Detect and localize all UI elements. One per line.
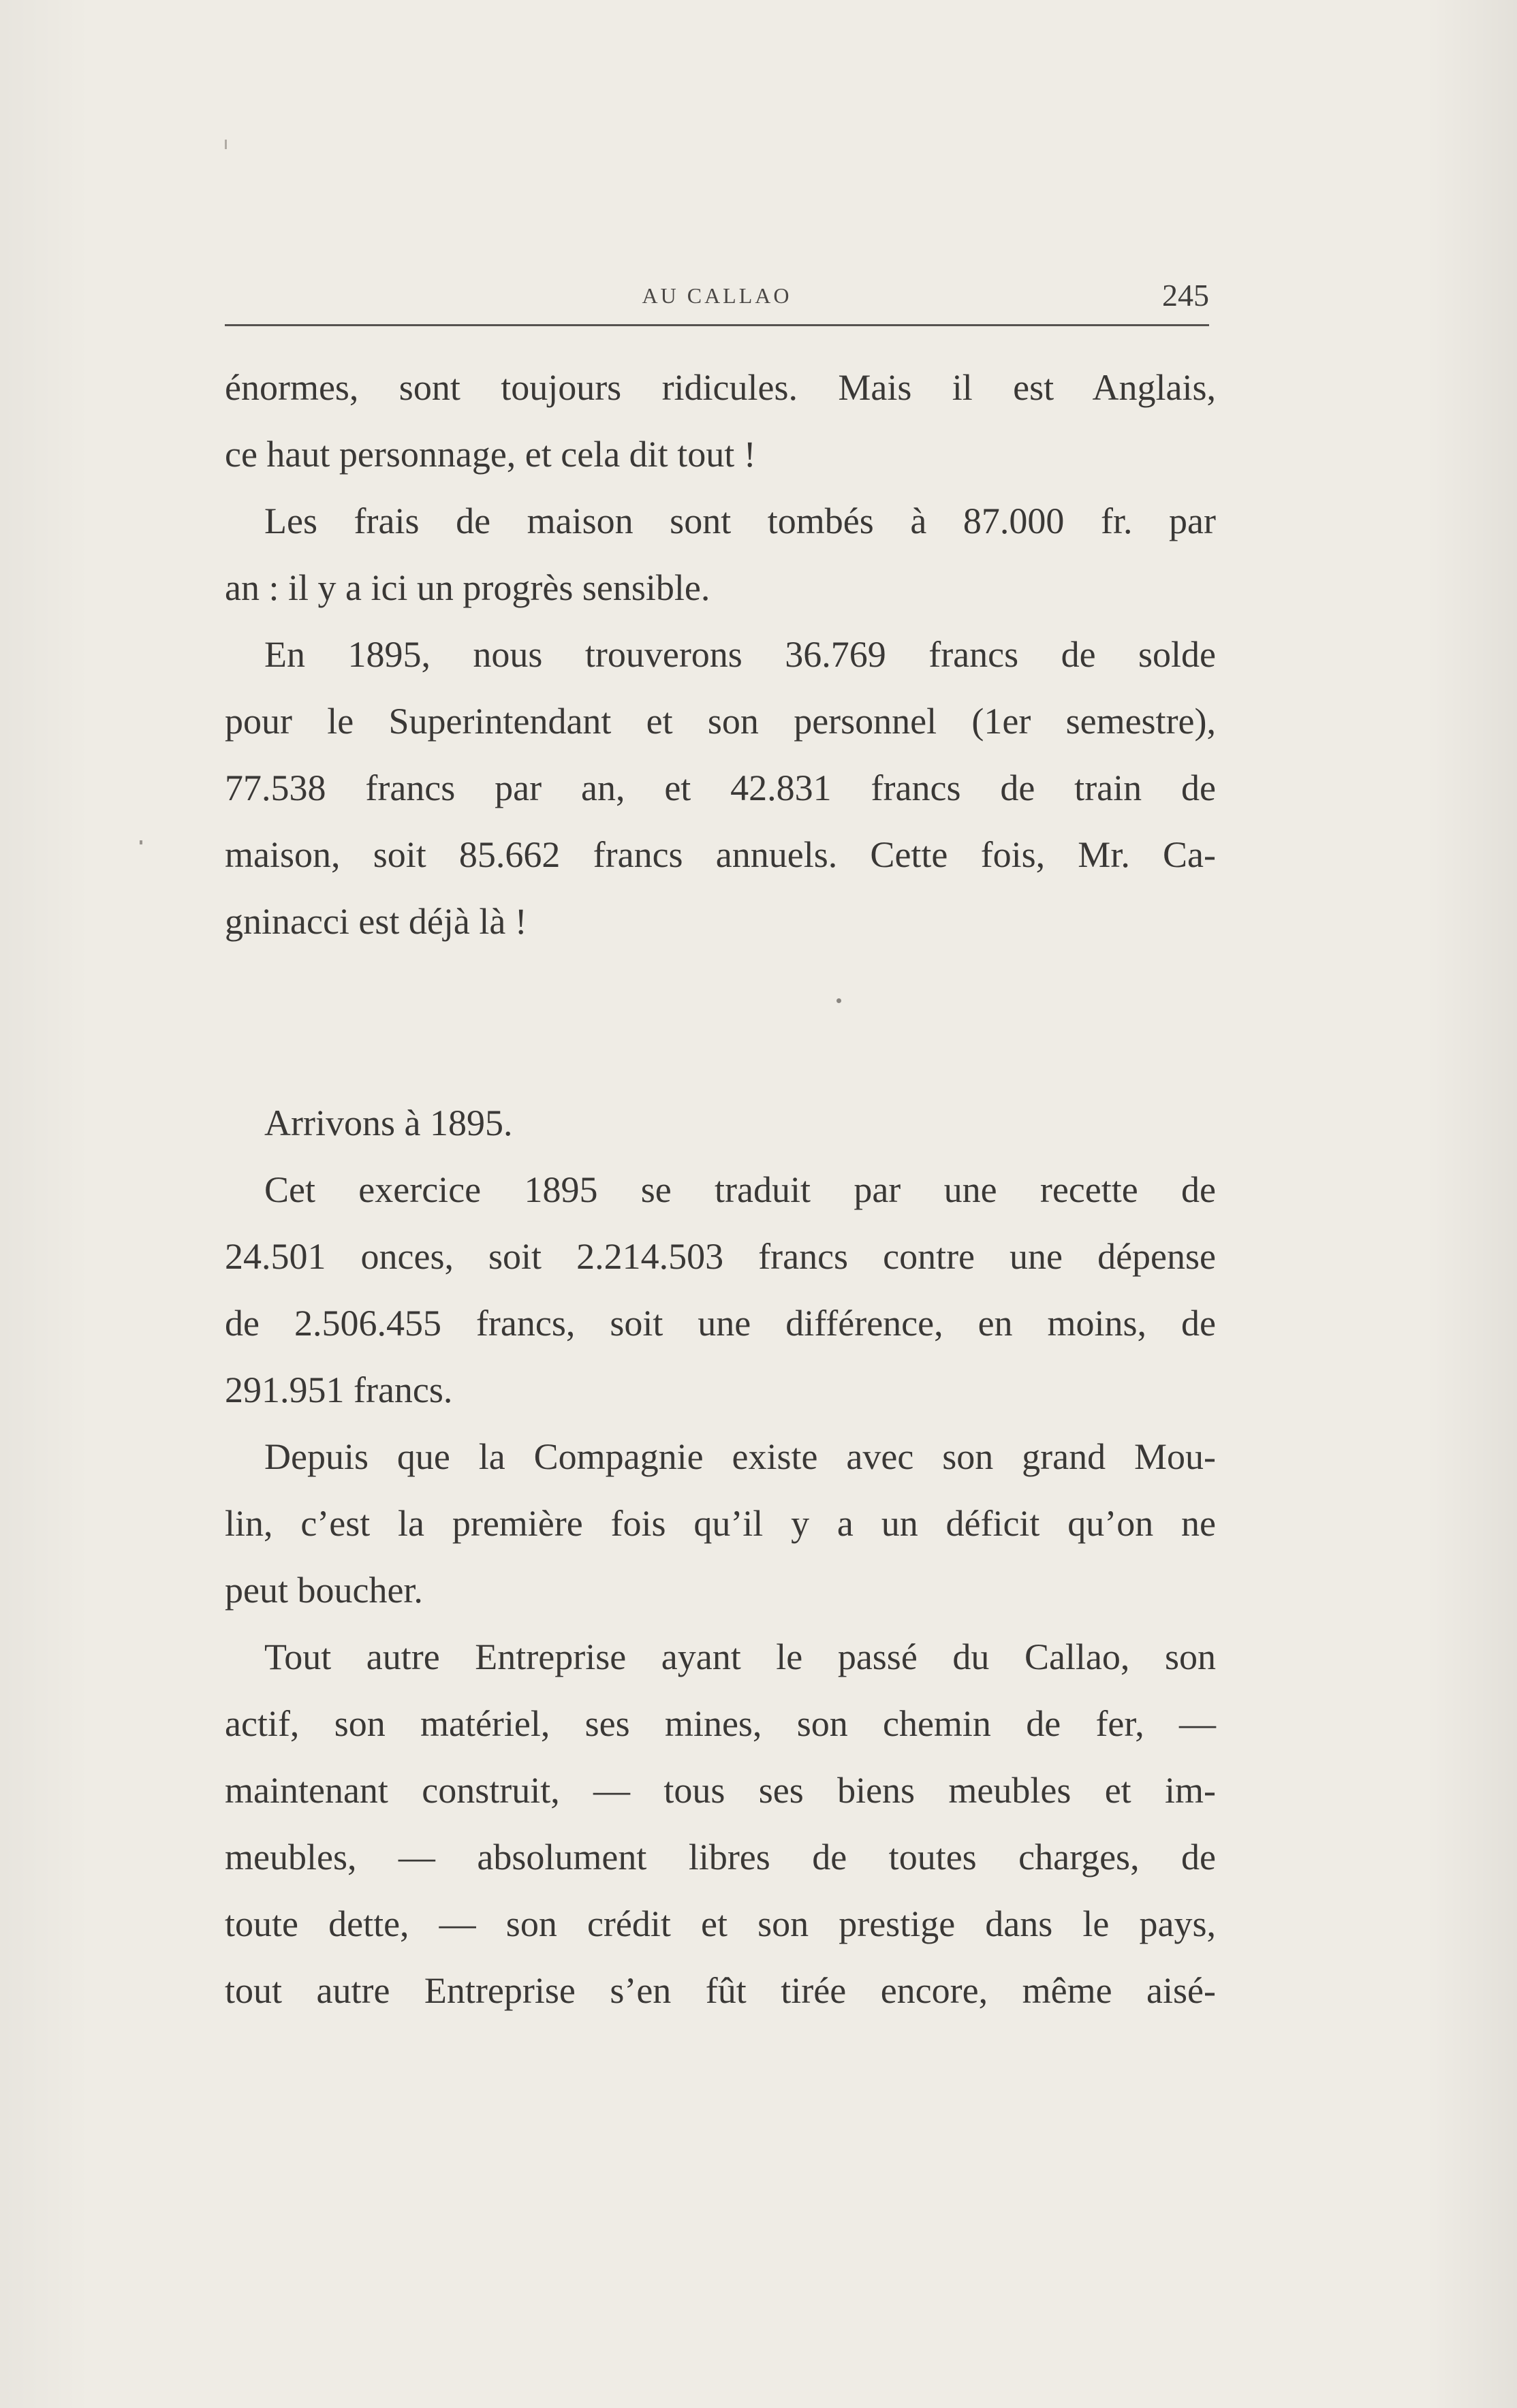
text-line: Arrivons à 1895. (264, 1103, 513, 1143)
text-line: tout autre Entreprise s’en fût tirée encore, même aisé- (225, 1970, 1216, 2011)
running-head (225, 275, 1209, 316)
text-section-top (225, 354, 1216, 955)
page-number: 245 (1162, 278, 1209, 313)
text-line: énormes, sont toujours ridicules. Mais il est Anglais, (225, 367, 1216, 408)
text-line: actif, son matériel, ses mines, son chemin de fer, — (225, 1703, 1216, 1744)
text-line: En 1895, nous trouverons 36.769 francs de solde (264, 634, 1216, 675)
stray-mark (836, 998, 841, 1003)
text-line: Cet exercice 1895 se traduit par une recette de (264, 1169, 1216, 1210)
text-line: Depuis que la Compagnie existe avec son grand Mou- (264, 1436, 1216, 1477)
print-mark (225, 140, 227, 149)
text-line: Tout autre Entreprise ayant le passé du Callao, son (264, 1636, 1216, 1677)
text-line: de 2.506.455 francs, soit une différence, en moins, de (225, 1303, 1216, 1344)
text-line: meubles, — absolument libres de toutes charges, de (225, 1837, 1216, 1878)
running-title: AU CALLAO (642, 283, 792, 308)
text-section-bottom (225, 1090, 1216, 2024)
text-line: pour le Superintendant et son personnel (1er semestre), (225, 701, 1216, 742)
text-line: lin, c’est la première fois qu’il y a un déficit qu’on ne (225, 1503, 1216, 1544)
text-line: gninacci est déjà là ! (225, 901, 527, 942)
header-rule (225, 324, 1209, 326)
text-line: maintenant construit, — tous ses biens meubles et im- (225, 1770, 1216, 1811)
text-line: an : il y a ici un progrès sensible. (225, 567, 710, 608)
text-line: 24.501 onces, soit 2.214.503 francs contre une dépense (225, 1236, 1216, 1277)
text-line: Les frais de maison sont tombés à 87.000 fr. par (264, 501, 1216, 541)
text-line: toute dette, — son crédit et son prestige dans le pays, (225, 1903, 1216, 1944)
margin-mark (140, 840, 142, 844)
text-line: peut boucher. (225, 1570, 423, 1611)
text-line: maison, soit 85.662 francs annuels. Cette fois, Mr. Ca- (225, 834, 1216, 875)
text-line: ce haut personnage, et cela dit tout ! (225, 434, 756, 475)
text-line: 291.951 francs. (225, 1369, 453, 1410)
text-line: 77.538 francs par an, et 42.831 francs de train de (225, 767, 1216, 808)
